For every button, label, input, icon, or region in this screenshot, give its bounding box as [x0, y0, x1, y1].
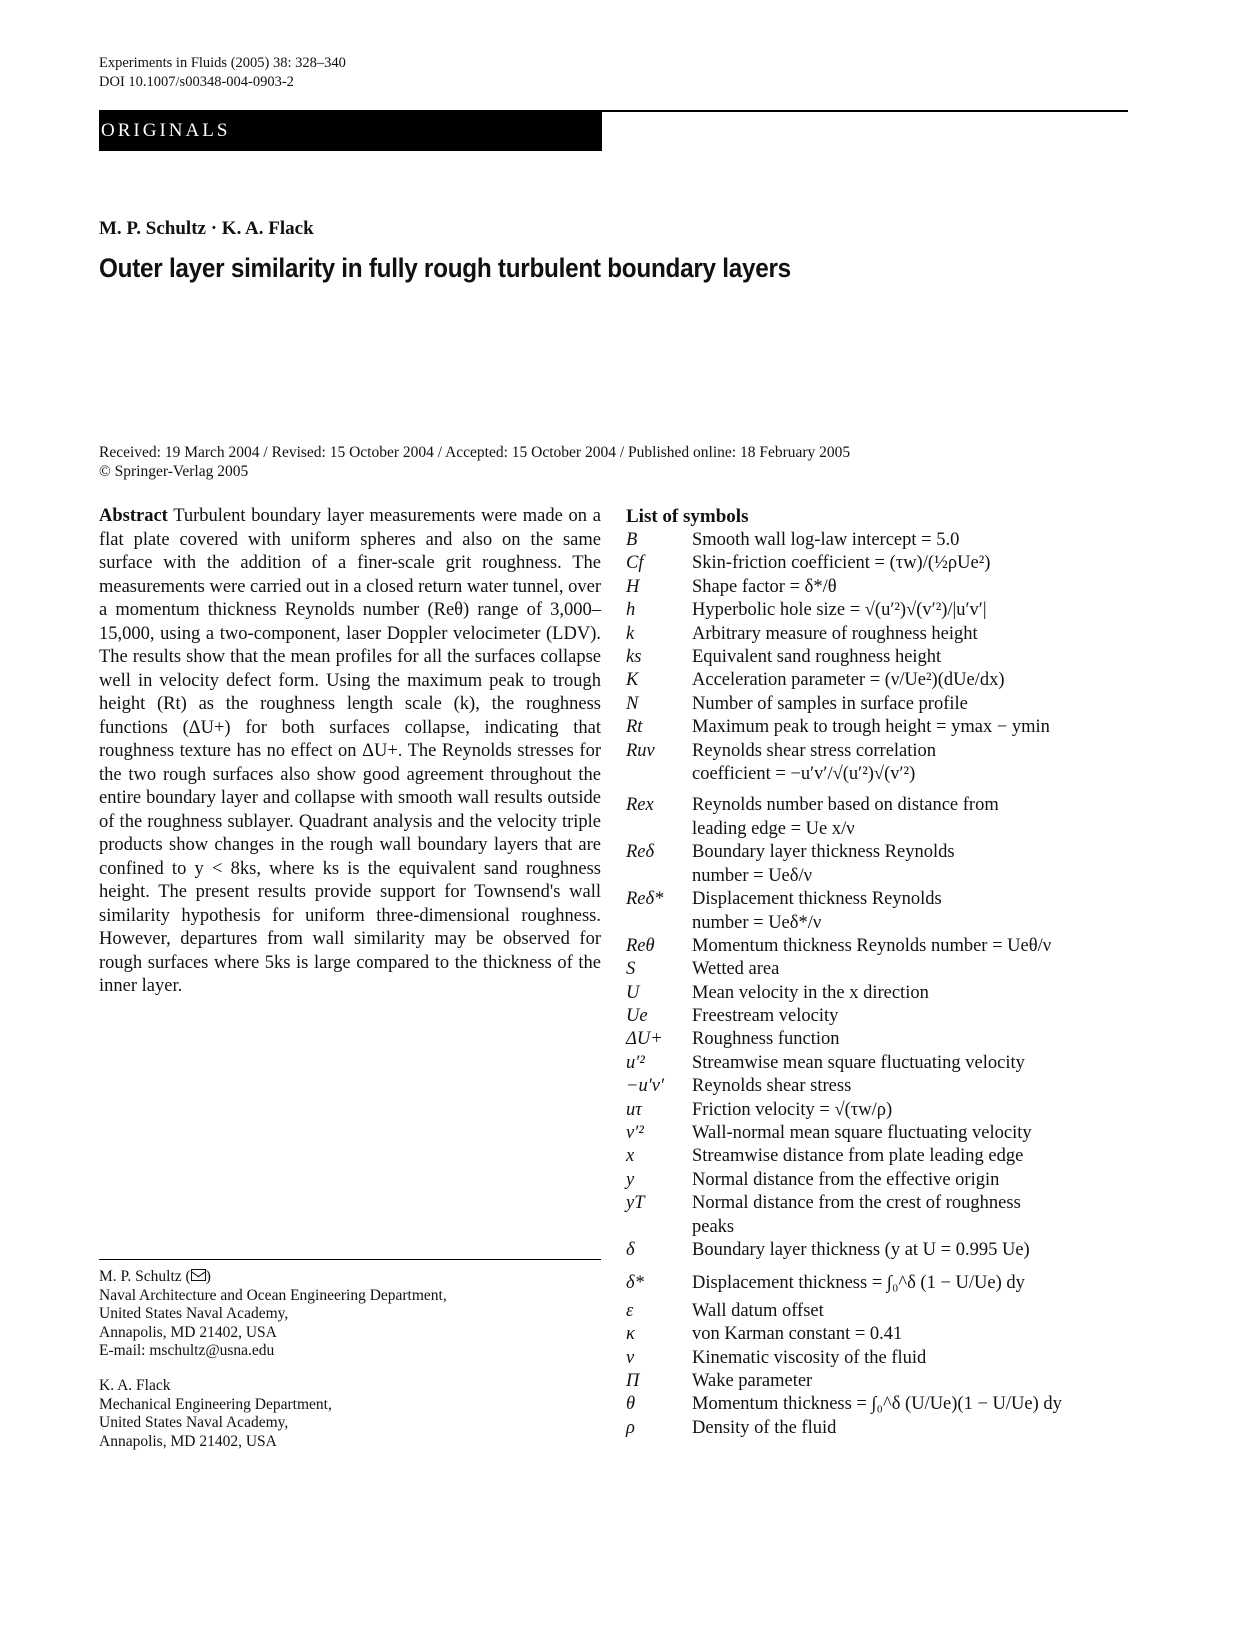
symbol-description [692, 576, 1128, 600]
symbol-description [692, 599, 1128, 623]
description-line: Arbitrary measure of roughness height [692, 623, 978, 644]
symbol-description [692, 1417, 1128, 1441]
affiliation-name: K. A. Flack [99, 1377, 171, 1394]
affiliation-line: Annapolis, MD 21402, USA [99, 1432, 277, 1450]
symbol-description [692, 958, 1128, 982]
description-line: Friction velocity = √(τw/ρ) [692, 1099, 893, 1120]
symbol-description [692, 1370, 1128, 1394]
description-line: Maximum peak to trough height = ymax − ymin [692, 717, 1050, 738]
abstract [99, 505, 601, 999]
description-line: Streamwise mean square fluctuating velocity [692, 1052, 1025, 1073]
description-line: Reynolds number based on distance from [692, 795, 999, 816]
symbol: U [626, 982, 640, 1003]
symbol: ρ [626, 1417, 635, 1438]
affiliation-name: M. P. Schultz ( [99, 1268, 191, 1285]
symbol: Reδ [626, 842, 655, 863]
symbol-description [692, 646, 1128, 670]
envelope-icon [191, 1269, 206, 1281]
symbol: K [626, 670, 639, 691]
symbol-description [692, 1145, 1128, 1169]
symbol: Reθ [626, 935, 655, 956]
symbol-description [692, 1169, 1128, 1193]
symbol: θ [626, 1394, 636, 1415]
affiliation-line: Mechanical Engineering Department, [99, 1395, 332, 1413]
symbol: ν [626, 1347, 635, 1368]
affiliation-line: United States Naval Academy, [99, 1414, 289, 1431]
symbol-description [692, 1052, 1128, 1076]
symbol: Ruv [626, 740, 655, 761]
symbol-description [692, 982, 1128, 1006]
publication-dates [99, 443, 850, 481]
description-line: Wake parameter [692, 1371, 813, 1391]
affiliation-line: United States Naval Academy, [99, 1305, 289, 1322]
description-line: Displacement thickness = ∫₀^δ (1 − U/Ue) dy [692, 1273, 1025, 1294]
symbol: ks [626, 647, 642, 667]
symbol-description [692, 1347, 1128, 1371]
journal-header [99, 54, 346, 92]
description-line: Smooth wall log-law intercept = 5.0 [692, 530, 960, 550]
symbol: Ue [626, 1006, 648, 1026]
description-line: Equivalent sand roughness height [692, 647, 942, 667]
symbol-description [692, 1099, 1128, 1123]
symbol: v′² [626, 1123, 644, 1143]
symbol-description [692, 1393, 1128, 1417]
symbol: S [626, 959, 636, 980]
symbol: y [626, 1169, 635, 1190]
symbol-description [692, 1323, 1128, 1347]
symbol-description [692, 552, 1128, 576]
symbol-description [692, 623, 1128, 647]
symbol: ε [626, 1300, 634, 1321]
symbol-description [692, 693, 1128, 717]
symbol-description [692, 1028, 1128, 1052]
symbol: Rex [626, 795, 654, 816]
journal-citation: Experiments in Fluids (2005) 38: 328–340 [99, 55, 346, 71]
symbol: k [626, 623, 635, 644]
email-link[interactable]: E-mail: mschultz@usna.edu [99, 1342, 275, 1359]
copyright-line: © Springer-Verlag 2005 [99, 463, 249, 480]
symbol-description [692, 1239, 1128, 1263]
description-line: Reynolds shear stress [692, 1076, 852, 1097]
symbol-description [692, 1075, 1128, 1099]
symbol-description [692, 1300, 1128, 1324]
description-line: number = Ueδ/ν [692, 865, 812, 886]
symbol-description [692, 669, 1128, 693]
symbol-description [692, 1005, 1128, 1029]
symbol: κ [626, 1324, 635, 1345]
symbols-heading: List of symbols [626, 506, 749, 527]
symbol-description [692, 888, 1128, 935]
abstract-label: Abstract [99, 506, 168, 526]
description-line: Normal distance from the effective origin [692, 1169, 1000, 1190]
description-line: leading edge = Ue x/ν [692, 818, 855, 839]
affiliation-flack [99, 1377, 332, 1451]
description-line: Shape factor = δ*/θ [692, 576, 837, 597]
description-line: Wall-normal mean square fluctuating velocity [692, 1123, 1032, 1143]
description-line: Momentum thickness Reynolds number = Ueθ/ν [692, 935, 1052, 956]
symbol: Rt [626, 717, 643, 738]
symbol: yT [626, 1193, 645, 1214]
description-line: number = Ueδ*/ν [692, 912, 822, 933]
description-line: Momentum thickness = ∫₀^δ (U/Ue)(1 − U/Ue) dy [692, 1394, 1062, 1415]
section-label: ORIGINALS [101, 120, 231, 141]
authors: M. P. Schultz · K. A. Flack [99, 218, 314, 239]
description-line: peaks [692, 1216, 735, 1237]
description-line: Streamwise distance from plate leading edge [692, 1146, 1024, 1167]
description-line: Roughness function [692, 1029, 840, 1050]
doi: DOI 10.1007/s00348-004-0903-2 [99, 74, 294, 90]
footnote-rule [99, 1259, 601, 1260]
description-line: Wetted area [692, 959, 780, 980]
symbol: x [626, 1146, 635, 1167]
symbol: uτ [626, 1099, 642, 1120]
description-line: von Karman constant = 0.41 [692, 1324, 903, 1345]
description-line: Freestream velocity [692, 1006, 839, 1026]
symbol-description [692, 841, 1128, 888]
symbol-description [692, 935, 1128, 959]
symbol-description [692, 716, 1128, 740]
symbol-description [692, 740, 1128, 787]
symbol: δ* [626, 1273, 644, 1294]
dates-line: Received: 19 March 2004 / Revised: 15 October 2004 / Accepted: 15 October 2004 / Published online: 18 February 2005 [99, 444, 851, 461]
symbol: H [626, 576, 640, 597]
description-line: Kinematic viscosity of the fluid [692, 1347, 927, 1368]
symbol-description [692, 1272, 1128, 1296]
symbol: −u′v′ [626, 1076, 665, 1097]
symbol: δ [626, 1240, 635, 1260]
description-line: coefficient = −u′v′/√(u′²)√(v′²) [692, 764, 916, 785]
description-line: Density of the fluid [692, 1417, 837, 1438]
description-line: Hyperbolic hole size = √(u′²)√(v′²)/|u′v′| [692, 600, 987, 621]
symbol: Cf [626, 553, 644, 574]
symbol: u′² [626, 1052, 645, 1073]
abstract-text: Turbulent boundary layer measurements were made on a flat plate covered with uniform spheres and also on the same surface with the addition of a finer-scale grit roughness. The measurements were carried out in a closed return water tunnel, over a momentum thickness Reynolds number (Reθ) range of 3,000–15,000, using a two-component, laser Doppler velocimeter (LDV). The results show that the mean profiles for all the surfaces collapse well in velocity defect form. Using the maximum peak to trough height (Rt) as the roughness length scale (k), the roughness functions (ΔU+) for both surfaces collapse, indicating that roughness texture has no effect on ΔU+. The Reynolds stresses for the two rough surfaces also show good agreement throughout the entire boundary layer and collapse with smooth wall results outside of the roughness sublayer. Quadrant analysis and the velocity triple products show changes in the rough wall boundary layers that are confined to y < 8ks, where ks is the equivalent sand roughness height. The present results provide support for Townsend's wall similarity hypothesis for uniform three-dimensional roughness. However, departures from wall similarity may be observed for rough surfaces where 5ks is large compared to the thickness of the inner layer. [99, 506, 601, 996]
affiliation-schultz: M. P. Schultz ( ) Naval Architecture and Ocean Engineering Department, United States Naval Academy, Annapolis, MD 21402, USA E-mail: mschultz@usna.edu [99, 1268, 447, 1359]
symbol: N [626, 693, 639, 714]
paper-title: Outer layer similarity in fully rough turbulent boundary layers [99, 253, 791, 283]
symbol: ΔU+ [626, 1029, 663, 1050]
symbol: Π [626, 1371, 640, 1391]
symbol-description [692, 1192, 1128, 1239]
symbol: B [626, 530, 638, 550]
symbol-description [692, 1122, 1128, 1146]
symbol-description [692, 529, 1128, 553]
description-line: Reynolds shear stress correlation [692, 740, 937, 761]
description-line: Boundary layer thickness (y at U = 0.995 Ue) [692, 1240, 1030, 1260]
symbol-description [692, 794, 1128, 841]
description-line: Mean velocity in the x direction [692, 982, 929, 1003]
description-line: Skin-friction coefficient = (τw)/(½ρUe²) [692, 553, 991, 574]
section-banner [99, 111, 602, 151]
symbol: h [626, 600, 636, 621]
symbol: Reδ* [626, 889, 664, 909]
description-line: Wall datum offset [692, 1300, 824, 1321]
description-line: Boundary layer thickness Reynolds [692, 842, 955, 863]
affiliation-line: Annapolis, MD 21402, USA [99, 1323, 277, 1341]
description-line: Number of samples in surface profile [692, 693, 968, 714]
affiliation-line: Naval Architecture and Ocean Engineering Department, [99, 1286, 447, 1304]
description-line: Normal distance from the crest of roughness [692, 1193, 1021, 1214]
description-line: Acceleration parameter = (ν/Ue²)(dUe/dx) [692, 670, 1005, 691]
description-line: Displacement thickness Reynolds [692, 889, 942, 909]
